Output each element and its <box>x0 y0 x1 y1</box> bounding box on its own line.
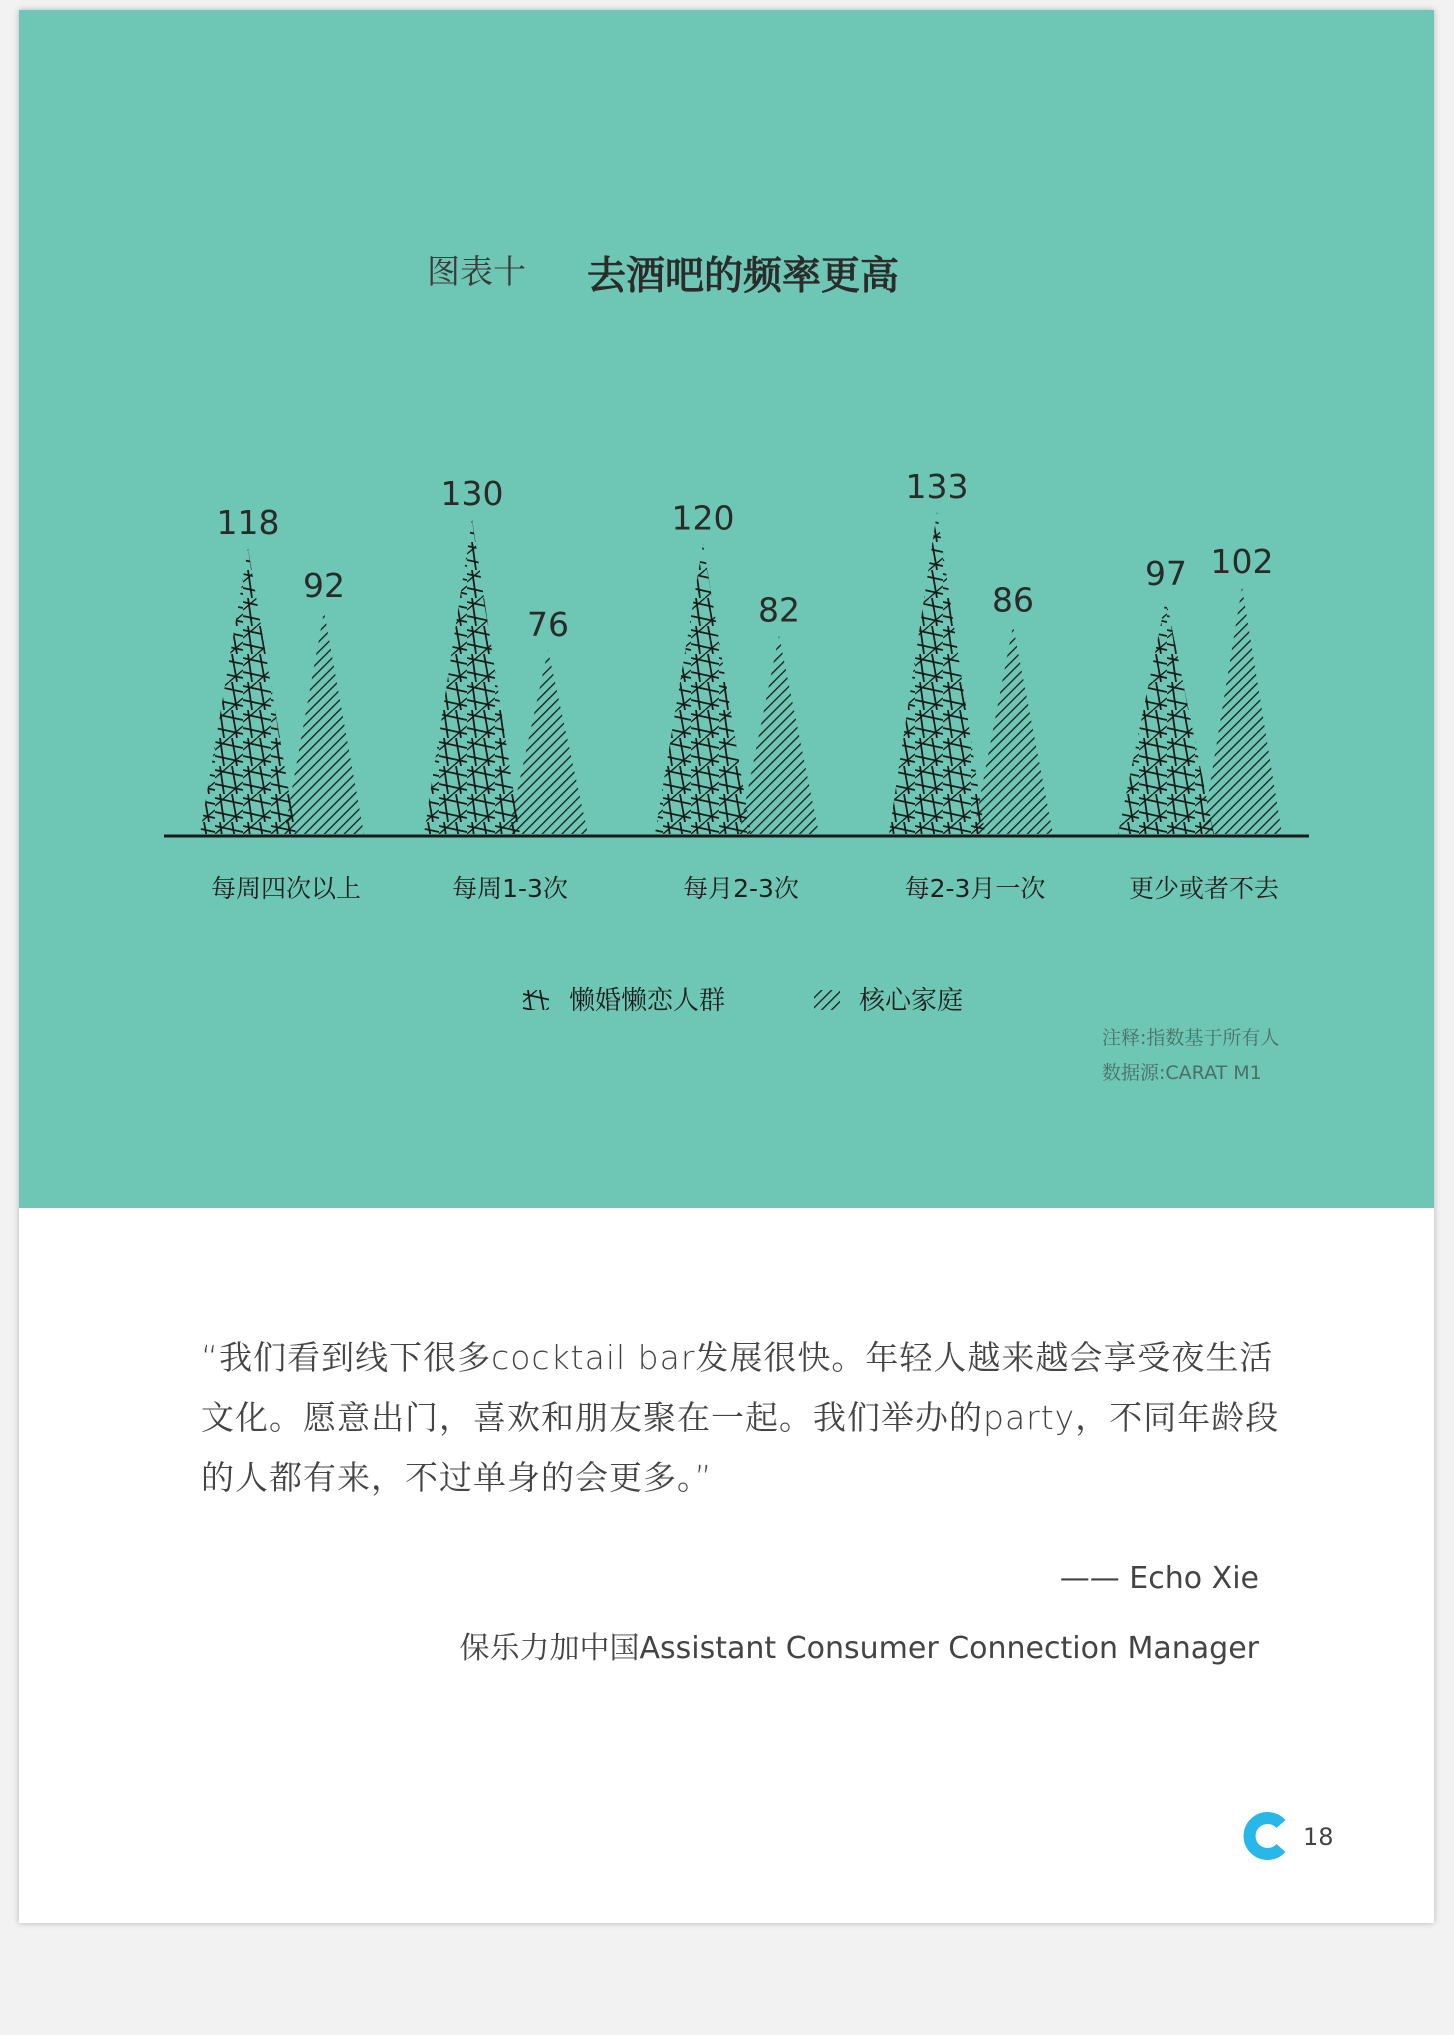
data-label-1-3: 120 <box>671 498 735 538</box>
chart-title: 去酒吧的频率更高 <box>587 254 900 299</box>
x-tick-label-5: 更少或者不去 <box>1128 874 1280 903</box>
page <box>19 10 1434 1923</box>
data-label-2-2: 76 <box>527 604 569 644</box>
legend <box>523 986 963 1016</box>
data-label-1-1: 118 <box>216 503 280 543</box>
bar-1-5 <box>1118 599 1214 834</box>
x-tick-label-4: 每2-3月一次 <box>904 874 1046 903</box>
bar-1-1 <box>200 548 296 834</box>
quote-text: “我们看到线下很多cocktail bar发展很快。年轻人越来越会享受夜生活文化。愿意出门，喜欢和朋友聚在一起。我们举办的party，不同年龄段的人都有来，不过单身的会更多。” <box>201 1338 1280 1497</box>
chart-marks <box>200 467 1282 834</box>
data-label-2-5: 102 <box>1210 541 1274 581</box>
bar-2-5 <box>1202 587 1282 834</box>
chart <box>19 10 1434 1208</box>
bar-2-1 <box>284 611 364 834</box>
legend-swatch-series-2 <box>814 990 840 1010</box>
x-tick-label-2: 每周1-3次 <box>452 874 568 903</box>
chart-note: 注释:指数基于所有人 <box>1102 1027 1280 1049</box>
page-number: 18 <box>1303 1823 1334 1851</box>
x-tick-label-3: 每月2-3次 <box>683 874 799 903</box>
quote-author-name: —— Echo Xie <box>1059 1561 1259 1596</box>
legend-label-series-1: 懒婚懒恋人群 <box>569 986 726 1016</box>
legend-label-series-2: 核心家庭 <box>859 986 964 1016</box>
chart-source: 数据源:CARAT M1 <box>1102 1062 1262 1084</box>
data-label-2-1: 92 <box>303 566 345 606</box>
data-label-2-4: 86 <box>992 580 1034 620</box>
data-label-2-3: 82 <box>758 590 800 630</box>
c-logo-icon <box>1241 1810 1293 1862</box>
data-label-1-2: 130 <box>440 474 504 514</box>
bar-2-3 <box>739 635 819 834</box>
bar-2-4 <box>973 626 1053 834</box>
x-tick-label-1: 每周四次以上 <box>210 874 362 903</box>
legend-swatch-series-1 <box>523 990 549 1010</box>
bar-1-4 <box>889 512 985 834</box>
data-label-1-5: 97 <box>1145 554 1187 594</box>
chart-title-prefix: 图表十 <box>427 252 526 291</box>
bar-1-2 <box>424 519 520 834</box>
quote-author-role: 保乐力加中国Assistant Consumer Connection Manager <box>459 1631 1259 1666</box>
chart-panel <box>19 10 1434 1208</box>
x-axis-tick-labels <box>211 874 1279 903</box>
data-label-1-4: 133 <box>905 466 969 506</box>
bar-1-3 <box>655 543 751 834</box>
bar-2-2 <box>508 650 588 834</box>
